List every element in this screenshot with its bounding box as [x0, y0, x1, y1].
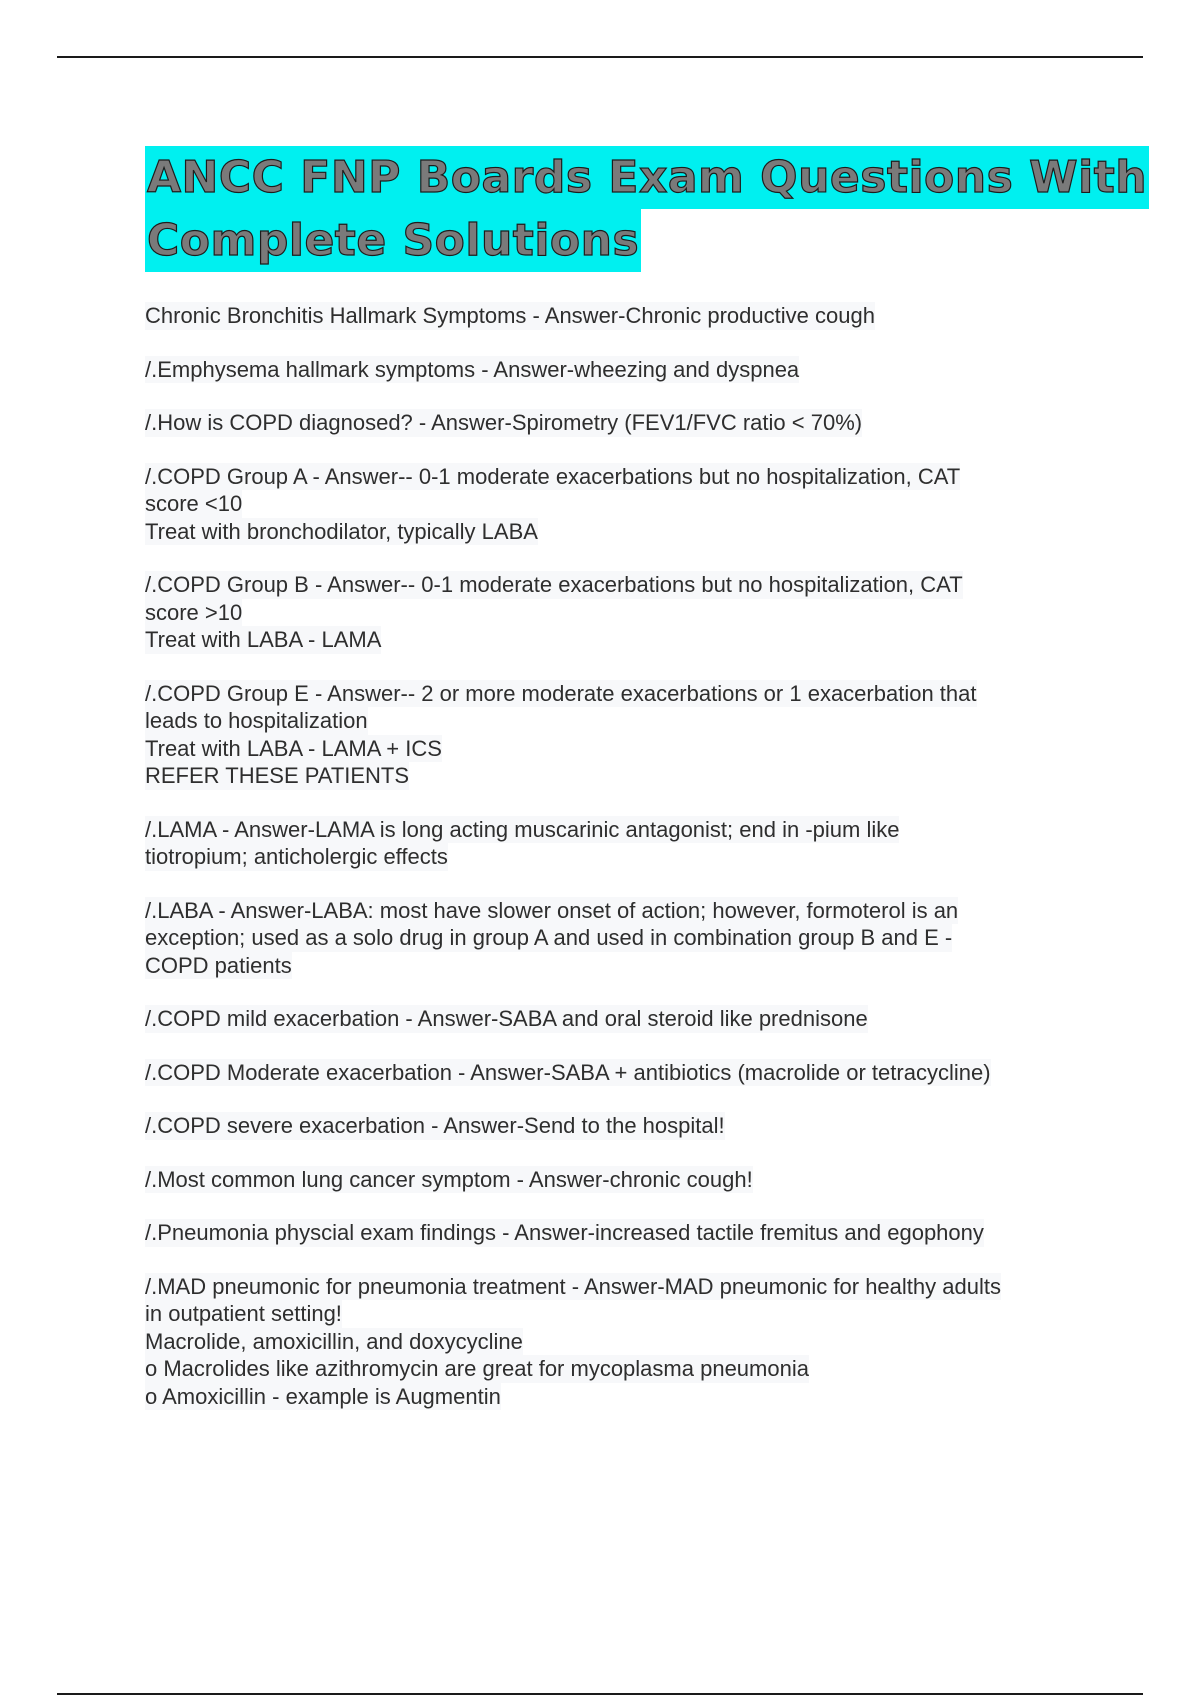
qa-entry: [145, 680, 1095, 790]
qa-entry: [145, 1219, 1095, 1247]
qa-entry: [145, 1166, 1095, 1194]
document-body: [145, 146, 1148, 1436]
qa-entry-line: Treat with LABA - LAMA: [145, 627, 382, 652]
qa-entry-line: leads to hospitalization: [145, 708, 368, 733]
qa-entry-line: /.MAD pneumonic for pneumonia treatment - Answer-MAD pneumonic for healthy adults: [145, 1273, 1001, 1299]
qa-entry-line: /.Emphysema hallmark symptoms - Answer-wheezing and dyspnea: [145, 356, 800, 382]
document-title: [145, 146, 1148, 272]
qa-entry: [145, 1005, 1095, 1033]
qa-entry-line: /.Pneumonia physcial exam findings - Answer-increased tactile fremitus and egophony: [145, 1220, 984, 1245]
qa-entry-line: o Macrolides like azithromycin are great for mycoplasma pneumonia: [145, 1356, 809, 1381]
qa-entry-line: exception; used as a solo drug in group A and used in combination group B and E -: [145, 925, 953, 950]
qa-entry: [145, 816, 1095, 871]
title-line: Complete Solutions: [145, 209, 641, 272]
qa-entry-line: /.COPD mild exacerbation - Answer-SABA and oral steroid like prednisone: [145, 1006, 868, 1031]
qa-entry: [145, 571, 1095, 654]
qa-entry-line: Chronic Bronchitis Hallmark Symptoms - Answer-Chronic productive cough: [145, 303, 875, 328]
qa-entry-line: o Amoxicillin - example is Augmentin: [145, 1383, 501, 1409]
qa-entry-line: tiotropium; anticholergic effects: [145, 844, 448, 869]
qa-entry: [145, 1112, 1095, 1140]
qa-entry-line: /.LABA - Answer-LABA: most have slower onset of action; however, formoterol is an: [145, 897, 959, 923]
qa-entry: [145, 463, 1095, 546]
top-rule: [57, 56, 1143, 58]
title-line: ANCC FNP Boards Exam Questions With: [145, 146, 1149, 209]
qa-entry-line: /.Most common lung cancer symptom - Answer-chronic cough!: [145, 1166, 753, 1192]
qa-entry-line: in outpatient setting!: [145, 1301, 342, 1326]
qa-entry: [145, 1273, 1095, 1411]
qa-entry-line: score <10: [145, 491, 243, 516]
qa-entry-line: score >10: [145, 599, 243, 625]
qa-entry: [145, 897, 1095, 980]
qa-entry-line: /.COPD severe exacerbation - Answer-Send to the hospital!: [145, 1113, 725, 1138]
qa-entry: [145, 409, 1095, 437]
qa-entry-line: /.COPD Group B - Answer-- 0-1 moderate exacerbations but no hospitalization, CAT: [145, 572, 963, 597]
qa-entry-line: COPD patients: [145, 952, 292, 978]
qa-entry-line: /.COPD Group A - Answer-- 0-1 moderate exacerbations but no hospitalization, CAT: [145, 463, 961, 489]
qa-entry-line: /.COPD Moderate exacerbation - Answer-SABA + antibiotics (macrolide or tetracycline): [145, 1059, 991, 1085]
qa-entry: [145, 356, 1095, 384]
qa-entry-line: Macrolide, amoxicillin, and doxycycline: [145, 1328, 523, 1354]
qa-entry-line: /.COPD Group E - Answer-- 2 or more moderate exacerbations or 1 exacerbation that: [145, 680, 977, 706]
qa-entry-line: Treat with LABA - LAMA + ICS: [145, 735, 442, 761]
qa-entry: [145, 1059, 1095, 1087]
qa-list: [145, 302, 1095, 1410]
qa-entry-line: Treat with bronchodilator, typically LABA: [145, 518, 538, 544]
qa-entry-line: /.LAMA - Answer-LAMA is long acting muscarinic antagonist; end in -pium like: [145, 816, 900, 842]
qa-entry-line: REFER THESE PATIENTS: [145, 763, 410, 788]
bottom-rule: [57, 1693, 1143, 1695]
qa-entry: [145, 302, 1095, 330]
qa-entry-line: /.How is COPD diagnosed? - Answer-Spirometry (FEV1/FVC ratio < 70%): [145, 410, 863, 435]
